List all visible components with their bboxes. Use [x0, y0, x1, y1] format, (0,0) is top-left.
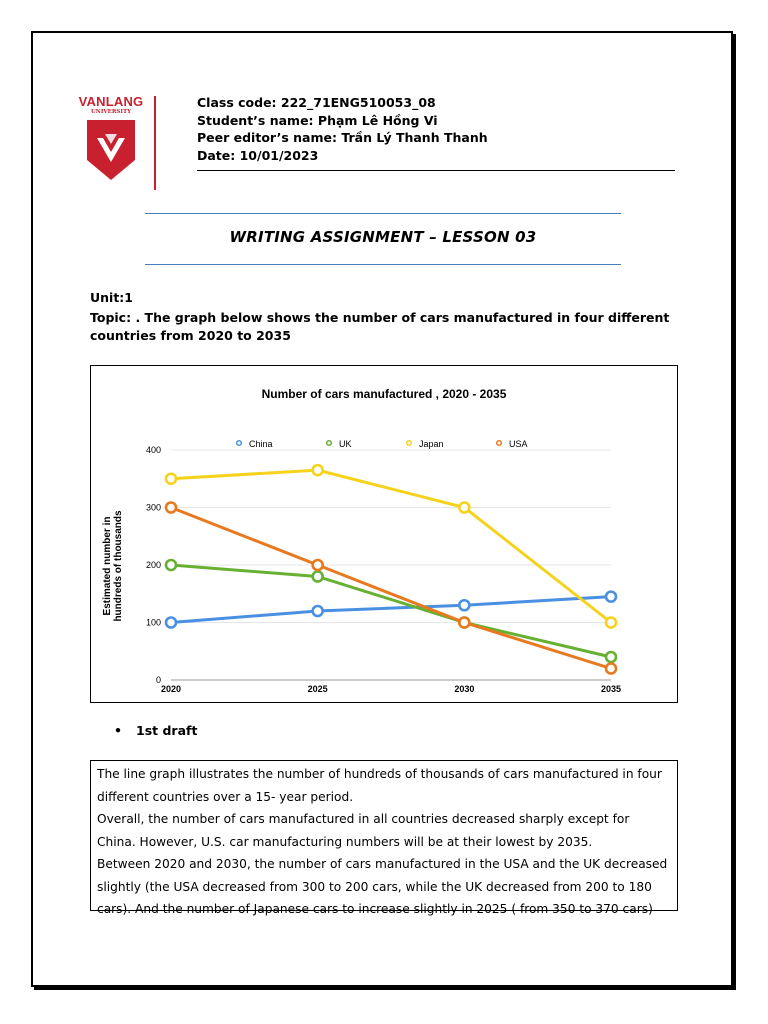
page-title: WRITING ASSIGNMENT – LESSON 03 — [229, 228, 537, 246]
student-name: Student’s name: Phạm Lê Hồng Vi — [197, 112, 438, 128]
essay-paragraph: Between 2020 and 2030, the number of cars manufactured in the USA and the UK decreased slightly (the USA decreased from 300 to 200 cars, while the UK decreased from 200 to 180 cars). And the number of Japanese cars to increase slightly in 2025 ( from 350 to 370 cars) — [97, 857, 668, 916]
university-logo — [72, 94, 152, 194]
line-chart — [91, 366, 677, 702]
y-tick-label: 100 — [145, 617, 161, 628]
data-point-china — [459, 600, 469, 610]
shield-icon — [85, 118, 137, 182]
data-point-japan — [606, 618, 616, 628]
legend-marker — [237, 441, 242, 446]
essay-paragraph: The line graph illustrates the number of hundreds of thousands of cars manufactured in four different countries over a 15- year period. — [97, 767, 662, 804]
series-line-uk — [171, 565, 611, 657]
draft-label: 1st draft — [136, 723, 198, 738]
y-tick-label: 0 — [155, 675, 161, 685]
x-tick-label: 2020 — [160, 684, 182, 694]
data-point-usa — [606, 664, 616, 674]
x-tick-label: 2030 — [454, 684, 475, 694]
student-info — [197, 94, 488, 164]
y-tick-label: 400 — [145, 445, 161, 455]
data-point-japan — [459, 503, 469, 513]
topic-text: Topic: . The graph below shows the number of cars manufactured in four different countries from 2020 to 2035 — [90, 310, 670, 343]
legend-label: USA — [509, 439, 528, 449]
title-rule-bottom — [145, 264, 621, 265]
legend-label: China — [249, 439, 273, 449]
info-underline — [197, 170, 675, 171]
essay-paragraph: Overall, the number of cars manufactured in all countries decreased sharply except for China. However, U.S. car manufacturing numbers will be at their lowest by 2035. — [97, 812, 630, 849]
legend-label: Japan — [419, 439, 444, 449]
x-tick-label: 2035 — [600, 684, 622, 694]
chart-title: Number of cars manufactured , 2020 - 2035 — [261, 387, 507, 401]
title-rule-top — [145, 213, 621, 214]
unit-label: Unit:1 — [90, 290, 134, 305]
legend-marker — [327, 441, 332, 446]
legend-marker — [407, 441, 412, 446]
series-line-usa — [171, 508, 611, 669]
bullet: • — [114, 723, 122, 738]
date: Date: 10/01/2023 — [197, 147, 319, 163]
class-code: Class code: 222_71ENG510053_08 — [197, 95, 436, 110]
logo-name: VANLANG — [78, 94, 144, 109]
data-point-usa — [459, 618, 469, 628]
data-point-usa — [313, 560, 323, 570]
x-tick-label: 2025 — [307, 684, 328, 694]
data-point-uk — [606, 652, 616, 662]
y-axis-label: hundreds of thousands — [113, 510, 124, 622]
data-point-uk — [166, 560, 176, 570]
logo-divider — [154, 96, 156, 190]
data-point-uk — [313, 572, 323, 582]
data-point-china — [606, 592, 616, 602]
chart-frame — [90, 365, 678, 703]
legend-marker — [497, 441, 502, 446]
y-tick-label: 200 — [145, 560, 161, 570]
data-point-usa — [166, 503, 176, 513]
data-point-china — [313, 606, 323, 616]
y-tick-label: 300 — [145, 502, 161, 513]
data-point-japan — [313, 465, 323, 475]
essay-box — [90, 760, 678, 916]
legend-label: UK — [339, 439, 352, 449]
peer-editor: Peer editor’s name: Trần Lý Thanh Thanh — [197, 130, 488, 145]
data-point-china — [166, 618, 176, 628]
data-point-japan — [166, 474, 176, 484]
logo-subtitle: UNIVERSITY — [91, 109, 131, 115]
y-axis-label: Estimated number in — [102, 516, 113, 616]
